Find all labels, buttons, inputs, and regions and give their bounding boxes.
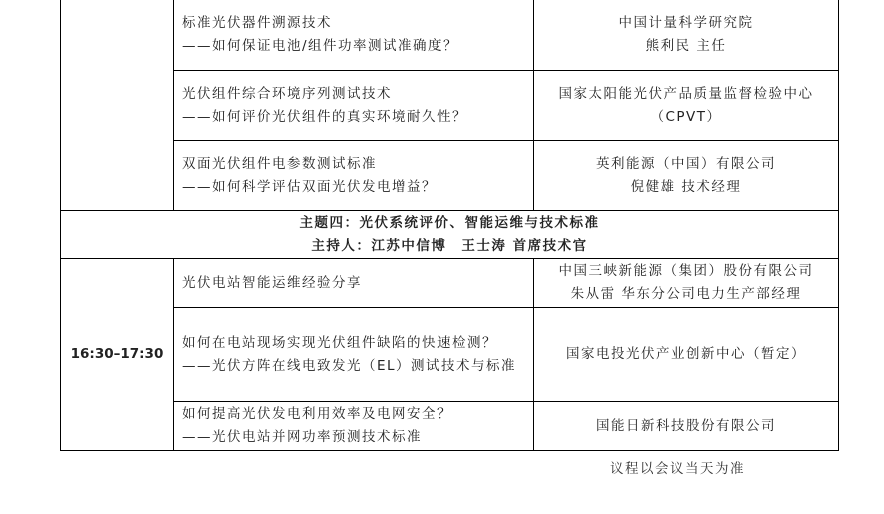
table-row <box>61 0 839 71</box>
speaker-cell <box>534 308 839 402</box>
topic-title: 如何在电站现场实现光伏组件缺陷的快速检测？ <box>182 334 497 351</box>
table-row <box>61 141 839 211</box>
table-row <box>61 259 839 308</box>
speaker-cell <box>534 71 839 141</box>
topic-subtitle: ——如何科学评估双面光伏发电增益？ <box>182 178 437 195</box>
topic-cell <box>174 308 534 402</box>
agenda-note: 议程以会议当天为准 <box>610 461 745 477</box>
speaker-org: 国能日新科技股份有限公司 <box>596 417 776 434</box>
topic-title: 标准光伏器件溯源技术 <box>182 14 332 31</box>
topic-cell <box>174 71 534 141</box>
topic-title: 光伏组件综合环境序列测试技术 <box>182 85 392 102</box>
topic-title: 如何提高光伏发电利用效率及电网安全？ <box>182 406 452 422</box>
time-slot: 16:30–17:30 <box>61 259 174 451</box>
speaker-name: （CPVT） <box>650 108 722 125</box>
section-header <box>61 211 839 259</box>
section-host: 主持人：江苏中信博 王士涛 首席技术官 <box>311 237 588 254</box>
speaker-cell <box>534 402 839 451</box>
topic-title: 双面光伏组件电参数测试标准 <box>182 155 377 172</box>
speaker-name: 倪健雄 技术经理 <box>630 178 742 195</box>
topic-cell <box>174 259 534 308</box>
time-cell-empty <box>61 0 174 211</box>
speaker-org: 英利能源（中国）有限公司 <box>596 155 776 172</box>
topic-cell <box>174 141 534 211</box>
section-title: 主题四：光伏系统评价、智能运维与技术标准 <box>299 214 600 231</box>
topic-title: 光伏电站智能运维经验分享 <box>182 274 362 291</box>
speaker-cell <box>534 0 839 71</box>
topic-subtitle: ——光伏电站并网功率预测技术标准 <box>182 429 422 445</box>
topic-subtitle: ——如何评价光伏组件的真实环境耐久性？ <box>182 108 467 125</box>
speaker-org: 中国三峡新能源（集团）股份有限公司 <box>558 263 814 279</box>
topic-cell <box>174 402 534 451</box>
table-row <box>61 308 839 402</box>
speaker-org: 国家太阳能光伏产品质量监督检验中心 <box>558 85 814 102</box>
table-row <box>61 71 839 141</box>
agenda-table <box>60 0 839 451</box>
speaker-org: 国家电投光伏产业创新中心（暂定） <box>566 346 806 362</box>
section-header-row <box>61 211 839 259</box>
topic-cell <box>174 0 534 71</box>
speaker-cell <box>534 259 839 308</box>
speaker-org: 中国计量科学研究院 <box>618 14 754 31</box>
topic-subtitle: ——光伏方阵在线电致发光（EL）测试技术与标准 <box>182 357 517 374</box>
speaker-name: 熊利民 主任 <box>645 37 727 54</box>
speaker-name: 朱从雷 华东分公司电力生产部经理 <box>570 286 802 302</box>
speaker-cell <box>534 141 839 211</box>
table-row <box>61 402 839 451</box>
topic-subtitle: ——如何保证电池/组件功率测试准确度？ <box>182 37 459 54</box>
